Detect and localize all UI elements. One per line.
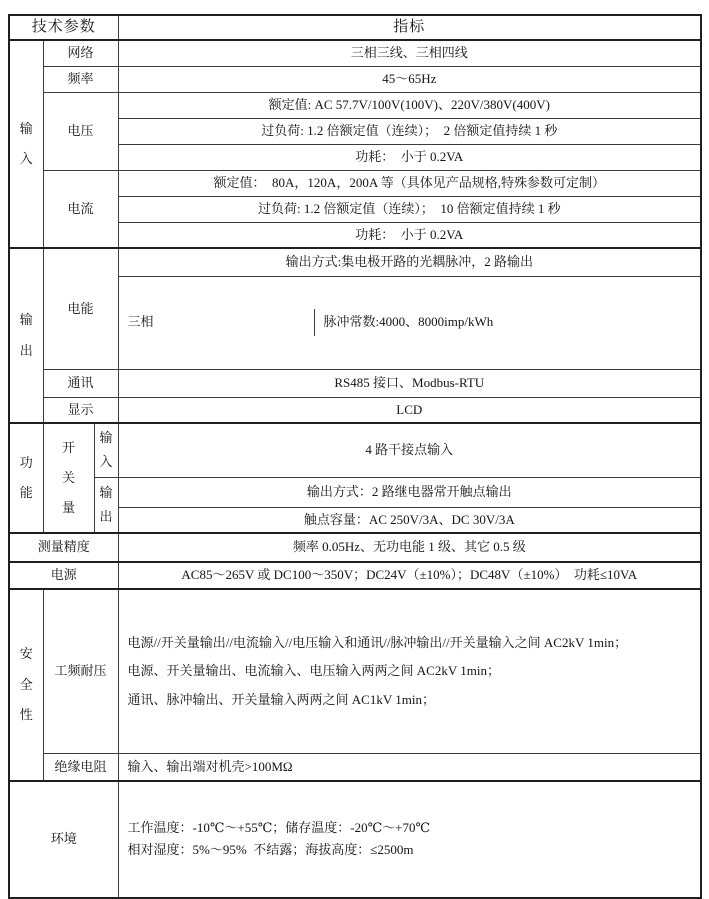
group-safety: 安 全 性 (9, 589, 43, 781)
withstand-line-3: 通讯、脉冲输出、开关量输入两两之间 AC1kV 1min； (127, 691, 435, 707)
row-power (9, 562, 701, 589)
cell-power-label: 电源 (9, 562, 118, 589)
spec-table (8, 14, 702, 899)
row-voltage-rated (9, 92, 701, 118)
cell-insulation-label: 绝缘电阻 (43, 754, 118, 781)
cell-withstand-value (118, 589, 701, 754)
cell-switch-label: 开 关 量 (43, 423, 94, 533)
cell-current-overload: 过负荷: 1.2 倍额定值（连续）； 10 倍额定值持续 1 秒 (118, 196, 701, 222)
cell-current-consumption: 功耗： 小于 0.2VA (118, 222, 701, 248)
cell-network-value: 三相三线、三相四线 (118, 40, 701, 66)
cell-environment-label: 环境 (9, 781, 118, 898)
cell-voltage-consumption: 功耗： 小于 0.2VA (118, 144, 701, 170)
cell-power-value: AC85～265V 或 DC100～350V；DC24V（±10%）；DC48V（±10%） 功耗≤10VA (118, 562, 701, 589)
cell-switch-input-value: 4 路干接点输入 (118, 423, 701, 477)
withstand-line-1: 电源//开关量输出//电流输入//电压输入和通讯//脉冲输出//开关量输入之间 AC2kV 1min； (127, 634, 628, 650)
cell-switch-output-label: 输 出 (94, 477, 118, 533)
cell-switch-input-label: 输 入 (94, 423, 118, 477)
group-function: 功 能 (9, 423, 43, 533)
header-value: 指标 (118, 15, 701, 40)
environment-line-1: 工作温度：-10℃～+55℃；储存温度：-20℃～+70℃ (127, 819, 431, 835)
cell-environment-value (118, 781, 701, 898)
cell-accuracy-value: 频率 0.05Hz、无功电能 1 级、其它 0.5 级 (118, 533, 701, 562)
cell-insulation-value: 输入、输出端对机壳>100MΩ (118, 754, 701, 781)
row-comm (9, 369, 701, 397)
header-row (9, 15, 701, 40)
row-display (9, 397, 701, 423)
row-current-rated (9, 170, 701, 196)
row-switch-input (9, 423, 701, 477)
cell-energy-phase: 三相 (119, 309, 315, 336)
row-frequency (9, 66, 701, 92)
cell-voltage-label: 电压 (43, 92, 118, 170)
group-output: 输 出 (9, 248, 43, 423)
row-withstand (9, 589, 701, 754)
cell-voltage-rated: 额定值: AC 57.7V/100V(100V)、220V/380V(400V) (118, 92, 701, 118)
group-input: 输 入 (9, 40, 43, 248)
withstand-line-2: 电源、开关量输出、电流输入、电压输入两两之间 AC2kV 1min； (127, 663, 500, 679)
cell-network-label: 网络 (43, 40, 118, 66)
cell-frequency-label: 频率 (43, 66, 118, 92)
cell-withstand-label: 工频耐压 (43, 589, 118, 754)
cell-energy-mode: 输出方式:集电极开路的光耦脉冲，2 路输出 (118, 248, 701, 276)
row-accuracy (9, 533, 701, 562)
cell-switch-contact: 触点容量：AC 250V/3A、DC 30V/3A (118, 507, 701, 533)
cell-energy-pulse: 脉冲常数:4000、8000imp/kWh (323, 314, 494, 330)
cell-energy-split (118, 276, 701, 369)
cell-comm-label: 通讯 (43, 369, 118, 397)
row-switch-output-mode (9, 477, 701, 507)
cell-frequency-value: 45～65Hz (118, 66, 701, 92)
cell-display-label: 显示 (43, 397, 118, 423)
cell-comm-value: RS485 接口、Modbus-RTU (118, 369, 701, 397)
cell-current-label: 电流 (43, 170, 118, 248)
row-network (9, 40, 701, 66)
cell-current-rated: 额定值： 80A，120A，200A 等（具体见产品规格,特殊参数可定制） (118, 170, 701, 196)
cell-switch-output-mode: 输出方式：2 路继电器常开触点输出 (118, 477, 701, 507)
row-energy-mode (9, 248, 701, 276)
cell-accuracy-label: 测量精度 (9, 533, 118, 562)
row-insulation (9, 754, 701, 781)
cell-display-value: LCD (118, 397, 701, 423)
cell-voltage-overload: 过负荷: 1.2 倍额定值（连续）； 2 倍额定值持续 1 秒 (118, 118, 701, 144)
row-environment (9, 781, 701, 898)
environment-line-2: 相对湿度：5%～95% 不结露；海拔高度：≤2500m (127, 841, 414, 857)
header-param: 技术参数 (9, 15, 118, 40)
cell-energy-label: 电能 (43, 248, 118, 369)
